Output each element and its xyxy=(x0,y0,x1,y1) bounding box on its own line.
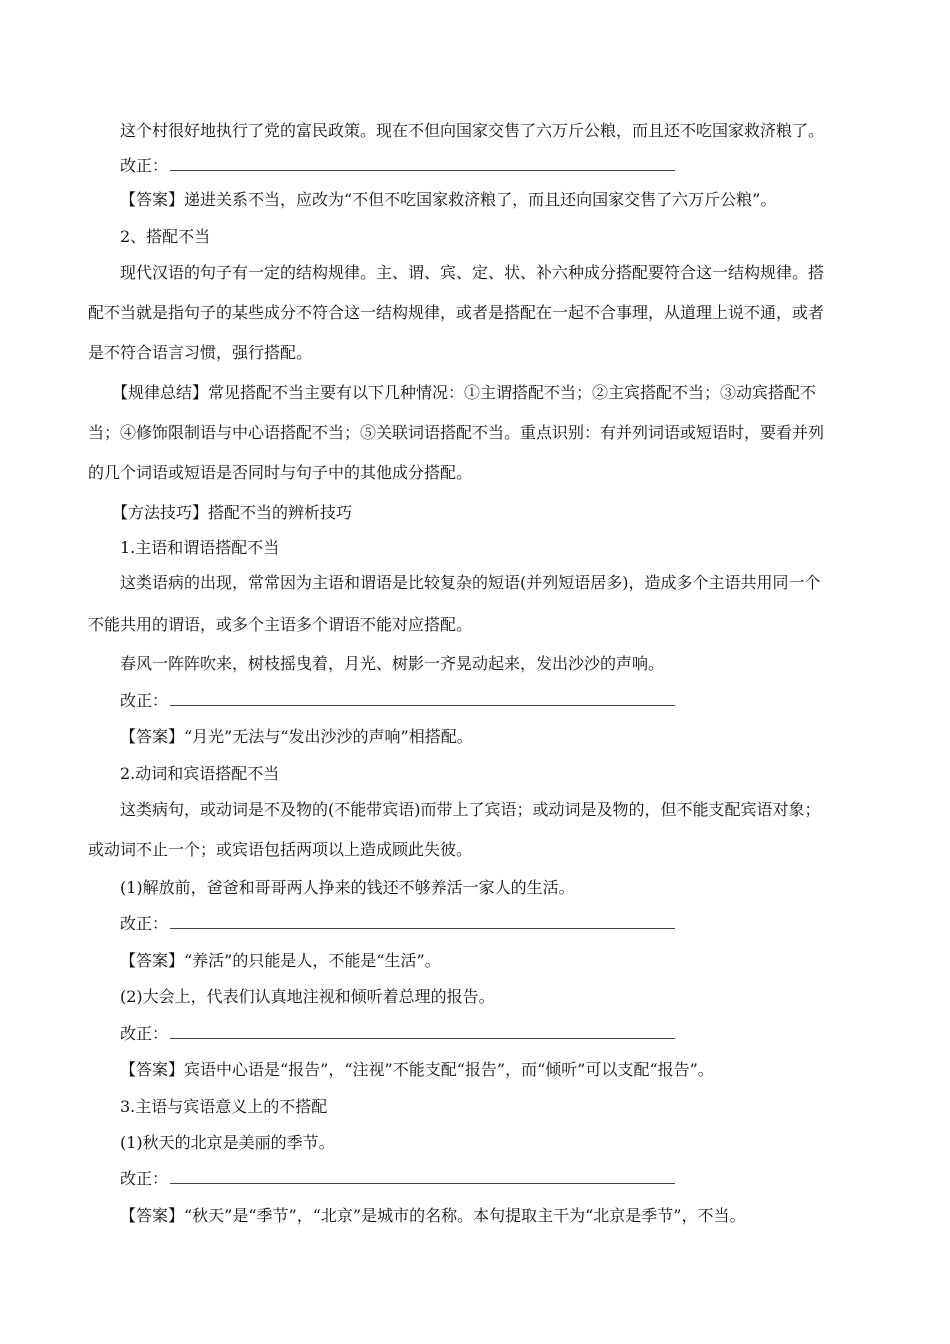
subsection-heading: 2.动词和宾语搭配不当 xyxy=(120,764,280,783)
section-heading: 2、搭配不当 xyxy=(120,227,211,246)
correction-line xyxy=(120,690,675,712)
rule-summary-line: 当；④修饰限制语与中心语搭配不当；⑤关联词语搭配不当。重点识别：有并列词语或短语时，要看并列 xyxy=(88,423,825,442)
rule-summary-line: 【规律总结】常见搭配不当主要有以下几种情况：①主谓搭配不当；②主宾搭配不当；③动宾搭配不 xyxy=(112,383,817,402)
example-sentence: 春风一阵阵吹来，树枝摇曳着，月光、树影一齐晃动起来，发出沙沙的声响。 xyxy=(120,654,665,673)
correction-line xyxy=(120,1023,675,1045)
paragraph-line: 这类病句，或动词是不及物的(不能带宾语)而带上了宾语；或动词是及物的，但不能支配宾语对象； xyxy=(120,800,821,819)
paragraph-line: 这类语病的出现，常常因为主语和谓语是比较复杂的短语(并列短语居多)，造成多个主语共用同一个 xyxy=(120,573,821,592)
paragraph-line: 或动词不止一个；或宾语包括两项以上造成顾此失彼。 xyxy=(88,840,473,859)
example-sentence: (1)解放前，爸爸和哥哥两人挣来的钱还不够养活一家人的生活。 xyxy=(120,878,575,897)
subsection-heading: 1.主语和谓语搭配不当 xyxy=(120,538,280,557)
answer: 【答案】“秋天”是“季节”，“北京”是城市的名称。本句提取主干为“北京是季节”，不当。 xyxy=(120,1206,746,1225)
answer: 【答案】“月光”无法与“发出沙沙的声响”相搭配。 xyxy=(120,727,473,746)
correction-label: 改正： xyxy=(120,1024,169,1043)
correction-label: 改正： xyxy=(120,156,169,175)
correction-line xyxy=(120,155,675,177)
correction-label: 改正： xyxy=(120,1169,169,1188)
method-heading: 【方法技巧】搭配不当的辨析技巧 xyxy=(112,503,353,522)
paragraph-line: 不能共用的谓语，或多个主语多个谓语不能对应搭配。 xyxy=(88,615,473,634)
example-sentence: (2)大会上，代表们认真地注视和倾听着总理的报告。 xyxy=(120,987,495,1006)
paragraph-line: 是不符合语言习惯，强行搭配。 xyxy=(88,343,313,362)
paragraph-line: 现代汉语的句子有一定的结构规律。主、谓、宾、定、状、补六种成分搭配要符合这一结构规律。搭 xyxy=(120,263,825,282)
correction-blank xyxy=(170,1024,675,1039)
paragraph-line: 配不当就是指句子的某些成分不符合这一结构规律，或者是搭配在一起不合事理，从道理上说不通，或者 xyxy=(88,303,825,322)
example-sentence: 这个村很好地执行了党的富民政策。现在不但向国家交售了六万斤公粮，而且还不吃国家救济粮了。 xyxy=(120,121,825,140)
answer: 【答案】“养活”的只能是人，不能是“生活”。 xyxy=(120,951,441,970)
correction-label: 改正： xyxy=(120,914,169,933)
rule-summary-line: 的几个词语或短语是否同时与句子中的其他成分搭配。 xyxy=(88,463,473,482)
answer: 【答案】递进关系不当，应改为“不但不吃国家救济粮了，而且还向国家交售了六万斤公粮”。 xyxy=(120,190,777,209)
correction-blank xyxy=(170,156,675,171)
correction-blank xyxy=(170,691,675,706)
correction-line xyxy=(120,1168,675,1190)
correction-blank xyxy=(170,914,675,929)
correction-line xyxy=(120,913,675,935)
answer: 【答案】宾语中心语是“报告”，“注视”不能支配“报告”，而“倾听”可以支配“报告”。 xyxy=(120,1060,714,1079)
correction-label: 改正： xyxy=(120,691,169,710)
subsection-heading: 3.主语与宾语意义上的不搭配 xyxy=(120,1097,328,1116)
correction-blank xyxy=(170,1169,675,1184)
example-sentence: (1)秋天的北京是美丽的季节。 xyxy=(120,1133,335,1152)
